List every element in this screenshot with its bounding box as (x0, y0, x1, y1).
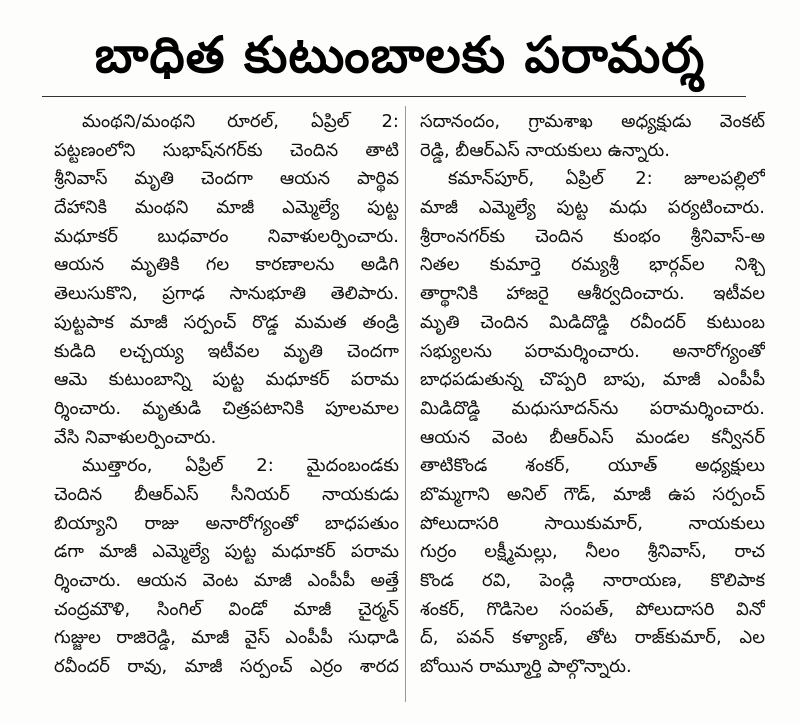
article-line: రెడ్డి, బీఆర్ఎస్ నాయకులు ఉన్నారు. (420, 139, 670, 161)
article-line: సదానందం, గ్రామశాఖ అధ్యక్షుడు వెంకట్ (420, 111, 765, 132)
article-line: కుడిది లచ్చయ్య ఇటీవల మృతి చెందగా (54, 340, 399, 362)
article-line: ఆయన వెంట బీఆర్ఎస్ మండల కన్వీనర్ (420, 426, 765, 448)
article-line: వేసి నివాళులర్పించారు. (54, 426, 217, 448)
article-line: కొండ రవి, పెండ్లి నారాయణ, కొలిపాక (420, 570, 765, 591)
article-line: కమాన్‌పూర్, ఏప్రిల్ 2: జూలపల్లిలో (448, 168, 765, 190)
article-line: తాటికొండ శంకర్, యూత్ అధ్యక్షులు (420, 455, 765, 477)
article-column-right (420, 108, 765, 682)
article-line: నితల కుమార్తె రమ్యశ్రీ భార్గవ్‌ల నిశ్చి (420, 254, 765, 276)
article-line: ద్, పవన్ కళ్యాణ్, తోట రాజ్‌కుమార్, ఎల (420, 627, 765, 649)
article-headline: బాధిత కుటుంబాలకు పరామర్శ (94, 26, 706, 84)
article-line: పుట్టపాక మాజీ సర్పంచ్ రొడ్డ మమత తండ్రి (54, 311, 399, 333)
article-line: డగా మాజీ ఎమ్మెల్యే పుట్ట మధూకర్ పరామ (54, 541, 399, 563)
article-line: మిడిదొడ్డి మధుసూదన్‌ను పరామర్శించారు. (420, 397, 765, 419)
article-column-left (54, 108, 399, 682)
article-line: ర్శించారు. ఆయన వెంట మాజీ ఎంపీపీ అత్తే (54, 570, 399, 591)
headline-divider (42, 96, 746, 97)
article-line: పట్టణంలోని సుభాష్‌నగర్‌కు చెందిన తాటి (54, 139, 399, 161)
article-line: మంథని/మంథని రూరల్, ఏప్రిల్ 2: (82, 111, 399, 132)
article-line: రవీందర్ రావు, మాజీ సర్పంచ్ ఎర్రం శారద (54, 656, 399, 678)
article-line: శంకర్, గొడిసెల సంపత్, పోలుదాసరి వినో (420, 598, 765, 620)
article-line: చంద్రమౌళి, సింగిల్ విండో మాజీ చైర్మన్ (54, 598, 399, 620)
article-line: బియ్యాని రాజు అనారోగ్యంతో బాధపతుం (54, 512, 399, 534)
article-line: ర్శించారు. మృతుడి చిత్రపటానికి పూలమాల (54, 397, 399, 419)
article-line: బొమ్మగాని అనిల్ గౌడ్, మాజీ ఉప సర్పంచ్ (420, 483, 765, 505)
article-line: తెలుసుకొని, ప్రగాఢ సానుభూతి తెలిపారు. (54, 283, 399, 305)
article-line: ముత్తారం, ఏప్రిల్ 2: మైదంబండకు (82, 455, 399, 477)
article-line: దేహానికి మంథని మాజీ ఎమ్మెల్యే పుట్ట (54, 197, 399, 219)
article-line: ఆయన మృతికి గల కారణాలను అడిగి (54, 254, 399, 276)
article-line: శ్రీనివాస్ మృతి చెందగా ఆయన పార్థివ (54, 168, 399, 190)
article-line: మధూకర్ బుధవారం నివాళులర్పించారు. (54, 225, 399, 247)
article-line: బాధపడుతున్న చొప్పరి బాపు, మాజీ ఎంపీపీ (420, 369, 765, 391)
article-line: శ్రీరాంనగర్‌కు చెందిన కుంభం శ్రీనివాస్-అ (420, 225, 765, 247)
article-line: పోలుదాసరి సాయికుమార్, నాయకులు (420, 512, 765, 534)
article-line: ఆమె కుటుంబాన్ని పుట్ట మధూకర్ పరామ (54, 369, 399, 391)
article-line: గుజ్జుల రాజిరెడ్డి, మాజీ వైస్ ఎంపీపీ సుధాడి (54, 627, 399, 649)
article-line: బోయిన రామ్మూర్తి పాల్గొన్నారు. (420, 656, 632, 678)
article-line: గుర్రం లక్ష్మీమల్లు, నీలం శ్రీనివాస్, రాచ (420, 541, 765, 563)
column-divider (405, 106, 406, 702)
article-line: తార్థానికి హాజరై ఆశీర్వదించారు. ఇటీవల (420, 283, 765, 305)
article-line: చెందిన బీఆర్ఎస్ సీనియర్ నాయకుడు (54, 483, 399, 505)
article-line: సభ్యులను పరామర్శించారు. అనారోగ్యంతో (420, 340, 765, 362)
article-line: మృతి చెందిన మిడిదొడ్డి రవీందర్ కుటుంబ (420, 311, 765, 333)
article-line: మాజీ ఎమ్మెల్యే పుట్ట మధు పర్యటించారు. (420, 197, 765, 219)
